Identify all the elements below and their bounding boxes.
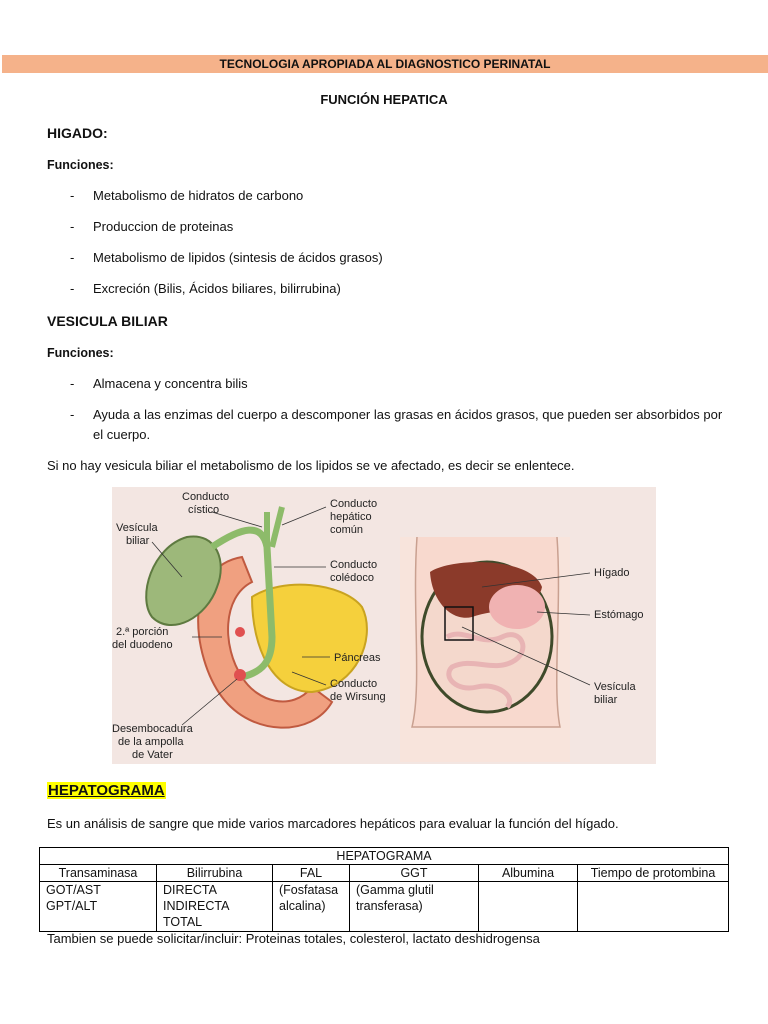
- label-conducto-hepatico: Conducto hepático común: [330, 498, 378, 536]
- higado-funciones-label: Funciones:: [47, 158, 114, 172]
- hepatograma-footnote: Tambien se puede solicitar/incluir: Proteinas totales, colesterol, lactato deshidrogensa: [47, 931, 540, 946]
- hepatograma-heading: HEPATOGRAMA: [48, 782, 165, 799]
- hepatograma-table: [39, 847, 729, 932]
- higado-heading: HIGADO:: [47, 125, 108, 141]
- label-desembocadura: Desembocadura de la ampolla de Vater: [112, 723, 193, 761]
- table-header-row: [40, 865, 729, 882]
- list-item: - Ayuda a las enzimas del cuerpo a descomponer las grasas en ácidos grasos, que pueden ser absorbidos por el cuerpo.: [70, 407, 723, 442]
- table-cell: DIRECTA INDIRECTA TOTAL: [157, 882, 273, 932]
- table-caption-row: [40, 848, 729, 865]
- vesicula-note: Si no hay vesicula biliar el metabolismo de los lipidos se ve afectado, es decir se enlentece.: [47, 458, 575, 473]
- table-cell: (Gamma glutil transferasa): [350, 882, 479, 932]
- table-header: Albumina: [479, 865, 578, 882]
- table-row: [40, 882, 729, 932]
- label-conducto-coledoco: Conducto colédoco: [330, 559, 378, 584]
- stomach-shape: [489, 585, 545, 629]
- table-cell: [578, 882, 729, 932]
- anatomy-figure: [112, 487, 656, 764]
- document-subtitle: FUNCIÓN HEPATICA: [320, 92, 448, 107]
- table-header: GGT: [350, 865, 479, 882]
- table-header: Tiempo de protombina: [578, 865, 729, 882]
- table-caption: HEPATOGRAMA: [40, 848, 729, 865]
- table-header: FAL: [273, 865, 350, 882]
- label-vesicula-biliar: Vesícula biliar: [116, 522, 158, 547]
- label-conducto-wirsung: Conducto de Wirsung: [330, 678, 386, 703]
- label-higado: Hígado: [594, 567, 630, 579]
- table-cell: (Fosfatasa alcalina): [273, 882, 350, 932]
- document-banner: TECNOLOGIA APROPIADA AL DIAGNOSTICO PERINATAL: [2, 55, 768, 73]
- table-cell: GOT/AST GPT/ALT: [40, 882, 157, 932]
- table-cell: [479, 882, 578, 932]
- label-pancreas: Páncreas: [334, 652, 381, 664]
- vesicula-heading: VESICULA BILIAR: [47, 313, 168, 329]
- table-header: Bilirrubina: [157, 865, 273, 882]
- label-porcion-duodeno: 2.ª porción del duodeno: [112, 626, 173, 651]
- label-vesicula-right: Vesícula biliar: [594, 681, 636, 706]
- vesicula-funciones-label: Funciones:: [47, 346, 114, 360]
- label-conducto-cistico: Conducto cístico: [182, 491, 230, 516]
- table-header: Transaminasa: [40, 865, 157, 882]
- hepatograma-description: Es un análisis de sangre que mide varios marcadores hepáticos para evaluar la función del hígado.: [47, 816, 619, 831]
- label-estomago: Estómago: [594, 609, 644, 621]
